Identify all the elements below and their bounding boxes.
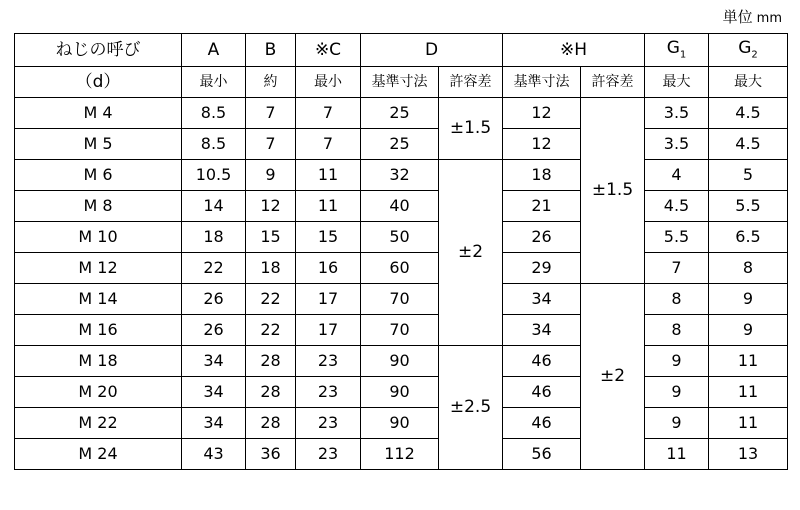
header-row-1 [15, 34, 788, 67]
cell-b: 15 [246, 222, 296, 253]
cell-c: 23 [296, 408, 361, 439]
cell-g2: 13 [709, 439, 788, 470]
cell-a: 43 [182, 439, 246, 470]
cell-d-basic: 90 [361, 346, 439, 377]
cell-g2: 6.5 [709, 222, 788, 253]
cell-d-tolerance: ±1.5 [439, 98, 503, 160]
cell-h-basic: 12 [503, 98, 581, 129]
cell-nominal: M 16 [15, 315, 182, 346]
cell-c: 11 [296, 160, 361, 191]
dimension-table [14, 33, 788, 470]
cell-b: 28 [246, 377, 296, 408]
cell-b: 28 [246, 346, 296, 377]
cell-a: 34 [182, 377, 246, 408]
header-g1: $G_1$ [645, 34, 709, 67]
cell-d-basic: 70 [361, 284, 439, 315]
cell-g2: 5.5 [709, 191, 788, 222]
cell-h-basic: 46 [503, 408, 581, 439]
cell-a: 26 [182, 315, 246, 346]
cell-g2: 8 [709, 253, 788, 284]
cell-d-basic: 50 [361, 222, 439, 253]
header-nominal: ねじの呼び [15, 34, 182, 67]
cell-a: 22 [182, 253, 246, 284]
cell-b: 22 [246, 284, 296, 315]
cell-g2: 5 [709, 160, 788, 191]
cell-nominal: M 14 [15, 284, 182, 315]
cell-h-basic: 46 [503, 377, 581, 408]
table-row [15, 408, 788, 439]
table-row [15, 315, 788, 346]
header-h: ※H [503, 34, 645, 67]
table-row [15, 98, 788, 129]
table-row [15, 160, 788, 191]
cell-b: 7 [246, 98, 296, 129]
cell-d-basic: 25 [361, 98, 439, 129]
cell-b: 36 [246, 439, 296, 470]
cell-h-basic: 29 [503, 253, 581, 284]
header-h-basic: 基準寸法 [503, 67, 581, 98]
cell-nominal: M 4 [15, 98, 182, 129]
cell-d-basic: 40 [361, 191, 439, 222]
cell-h-tolerance: ±2 [581, 284, 645, 470]
cell-g1: 8 [645, 315, 709, 346]
cell-h-tolerance: ±1.5 [581, 98, 645, 284]
cell-nominal: M 8 [15, 191, 182, 222]
cell-c: 15 [296, 222, 361, 253]
cell-b: 28 [246, 408, 296, 439]
cell-g1: 3.5 [645, 98, 709, 129]
cell-g2: 9 [709, 315, 788, 346]
cell-g1: 4.5 [645, 191, 709, 222]
cell-a: 8.5 [182, 98, 246, 129]
cell-g1: 7 [645, 253, 709, 284]
cell-g1: 8 [645, 284, 709, 315]
header-g2: $G_2$ [709, 34, 788, 67]
cell-c: 17 [296, 284, 361, 315]
cell-a: 26 [182, 284, 246, 315]
cell-g2: 4.5 [709, 129, 788, 160]
cell-d-basic: 32 [361, 160, 439, 191]
cell-g2: 11 [709, 408, 788, 439]
cell-c: 17 [296, 315, 361, 346]
cell-d-basic: 60 [361, 253, 439, 284]
cell-nominal: M 6 [15, 160, 182, 191]
cell-a: 8.5 [182, 129, 246, 160]
cell-a: 34 [182, 346, 246, 377]
cell-d-basic: 25 [361, 129, 439, 160]
header-g1-max: 最大 [645, 67, 709, 98]
cell-d-basic: 70 [361, 315, 439, 346]
cell-g1: 9 [645, 408, 709, 439]
cell-nominal: M 10 [15, 222, 182, 253]
cell-b: 9 [246, 160, 296, 191]
header-c: ※C [296, 34, 361, 67]
cell-d-basic: 90 [361, 408, 439, 439]
cell-a: 34 [182, 408, 246, 439]
cell-g2: 11 [709, 346, 788, 377]
table-row [15, 439, 788, 470]
cell-a: 14 [182, 191, 246, 222]
cell-nominal: M 24 [15, 439, 182, 470]
cell-h-basic: 12 [503, 129, 581, 160]
cell-c: 23 [296, 346, 361, 377]
header-c-min: 最小 [296, 67, 361, 98]
cell-c: 16 [296, 253, 361, 284]
header-d-basic: 基準寸法 [361, 67, 439, 98]
table-row [15, 129, 788, 160]
cell-c: 11 [296, 191, 361, 222]
cell-a: 10.5 [182, 160, 246, 191]
header-b-approx: 約 [246, 67, 296, 98]
cell-nominal: M 12 [15, 253, 182, 284]
cell-d-basic: 112 [361, 439, 439, 470]
header-d-tolerance: 許容差 [439, 67, 503, 98]
cell-nominal: M 20 [15, 377, 182, 408]
table-row [15, 253, 788, 284]
cell-nominal: M 22 [15, 408, 182, 439]
table-body [15, 98, 788, 470]
cell-b: 7 [246, 129, 296, 160]
cell-c: 7 [296, 98, 361, 129]
header-a-min: 最小 [182, 67, 246, 98]
cell-d-basic: 90 [361, 377, 439, 408]
cell-g1: 3.5 [645, 129, 709, 160]
cell-nominal: M 18 [15, 346, 182, 377]
cell-h-basic: 34 [503, 284, 581, 315]
header-b: B [246, 34, 296, 67]
cell-g1: 9 [645, 377, 709, 408]
cell-g1: 11 [645, 439, 709, 470]
cell-b: 12 [246, 191, 296, 222]
cell-b: 22 [246, 315, 296, 346]
header-nominal-d: （d） [15, 67, 182, 98]
cell-h-basic: 26 [503, 222, 581, 253]
cell-d-tolerance: ±2.5 [439, 346, 503, 470]
header-g2-max: 最大 [709, 67, 788, 98]
cell-b: 18 [246, 253, 296, 284]
table-row [15, 377, 788, 408]
cell-h-basic: 21 [503, 191, 581, 222]
table-row [15, 346, 788, 377]
cell-h-basic: 34 [503, 315, 581, 346]
cell-g2: 4.5 [709, 98, 788, 129]
cell-g1: 5.5 [645, 222, 709, 253]
header-a: A [182, 34, 246, 67]
cell-a: 18 [182, 222, 246, 253]
cell-c: 7 [296, 129, 361, 160]
cell-c: 23 [296, 439, 361, 470]
cell-d-tolerance: ±2 [439, 160, 503, 346]
header-h-tolerance: 許容差 [581, 67, 645, 98]
header-row-2 [15, 67, 788, 98]
cell-h-basic: 56 [503, 439, 581, 470]
cell-h-basic: 46 [503, 346, 581, 377]
cell-c: 23 [296, 377, 361, 408]
table-row [15, 222, 788, 253]
cell-g2: 11 [709, 377, 788, 408]
header-d: D [361, 34, 503, 67]
unit-label: 単位 mm [722, 8, 782, 26]
cell-nominal: M 5 [15, 129, 182, 160]
cell-g1: 4 [645, 160, 709, 191]
cell-g2: 9 [709, 284, 788, 315]
table-row [15, 284, 788, 315]
cell-h-basic: 18 [503, 160, 581, 191]
table-row [15, 191, 788, 222]
cell-g1: 9 [645, 346, 709, 377]
